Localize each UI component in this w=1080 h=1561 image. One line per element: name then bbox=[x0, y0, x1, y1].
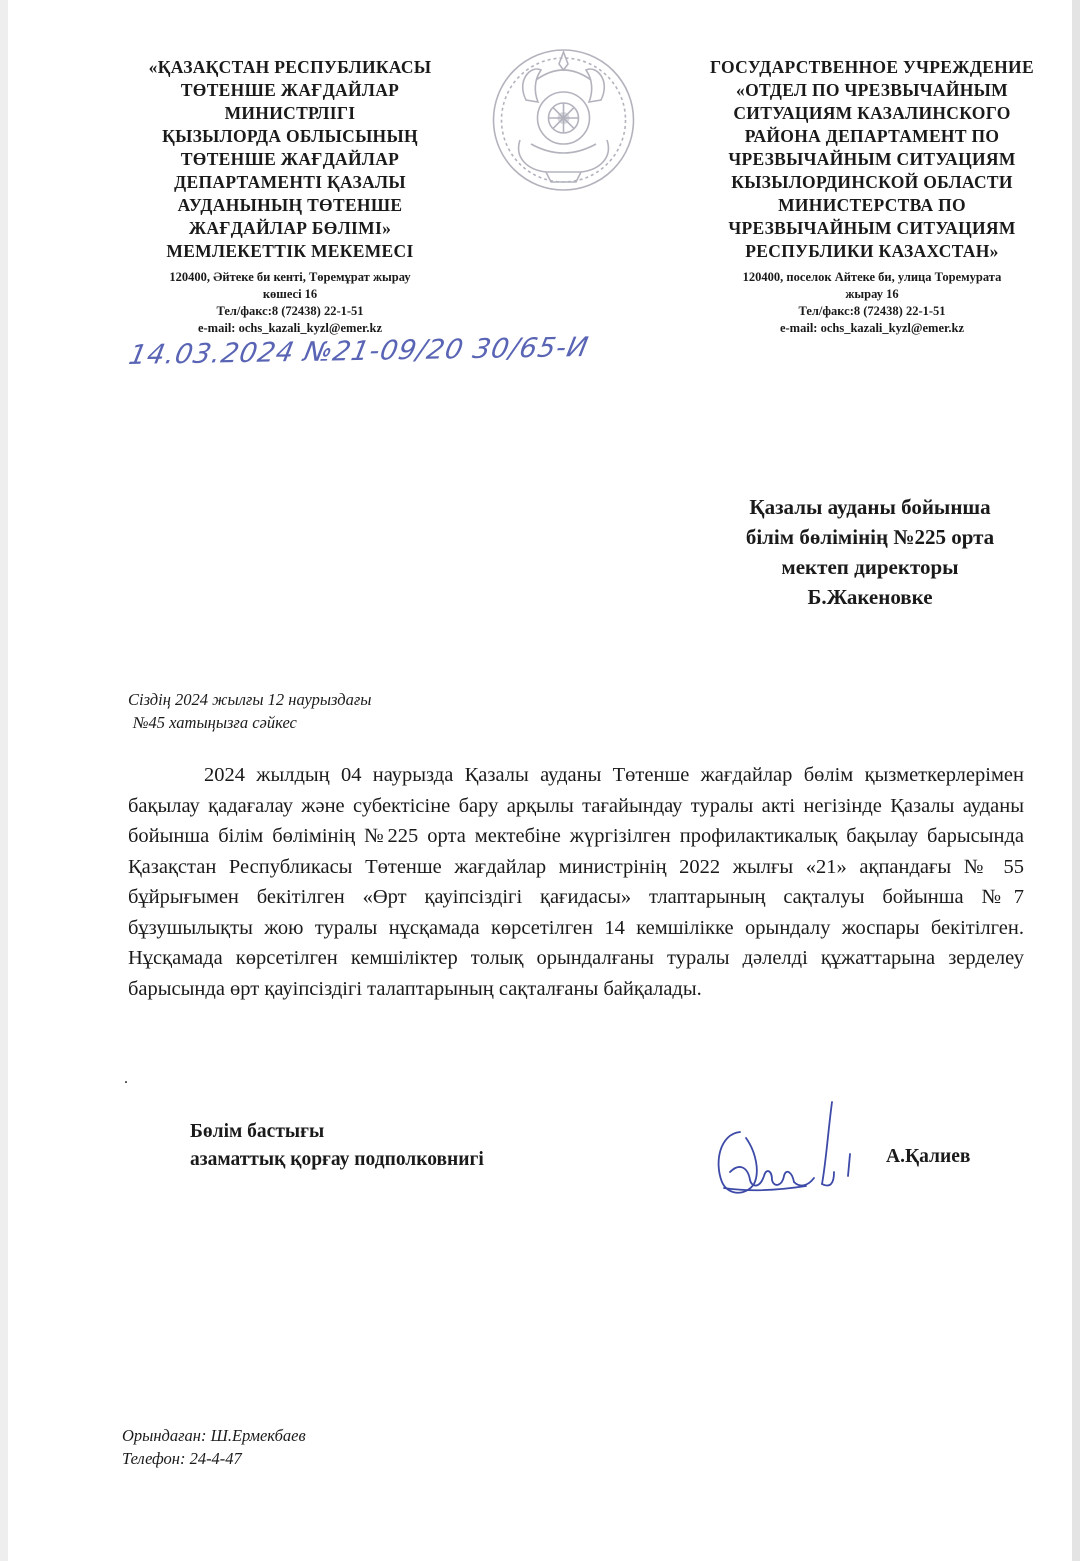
phone: Тел/факс:8 (72438) 22-1-51 bbox=[216, 304, 364, 318]
recipient-line: Қазалы ауданы бойынша bbox=[749, 495, 991, 519]
recipient-block bbox=[680, 492, 1060, 612]
org-line: МИНИСТЕРСТВА ПО bbox=[778, 195, 966, 215]
org-line: ЧРЕЗВЫЧАЙНЫМ СИТУАЦИЯМ bbox=[728, 149, 1016, 169]
org-line: СИТУАЦИЯМ КАЗАЛИНСКОГО bbox=[733, 103, 1011, 123]
signer-title bbox=[190, 1118, 484, 1174]
org-line: ЧРЕЗВЫЧАЙНЫМ СИТУАЦИЯМ bbox=[728, 218, 1016, 238]
executor-block bbox=[122, 1424, 306, 1470]
phone: Тел/факс:8 (72438) 22-1-51 bbox=[798, 304, 946, 318]
executor-phone: Телефон: 24-4-47 bbox=[122, 1449, 242, 1468]
header-left bbox=[130, 56, 450, 337]
org-line: РЕСПУБЛИКИ КАЗАХСТАН» bbox=[745, 241, 999, 261]
signer-name: А.Қалиев bbox=[886, 1146, 971, 1167]
recipient-line: мектеп директоры bbox=[781, 555, 959, 579]
handwritten-signature bbox=[710, 1092, 860, 1204]
address: 120400, Әйтеке би кенті, Төремұрат жырау көшесі 16 bbox=[169, 270, 411, 301]
executor-name: Орындаған: Ш.Ермекбаев bbox=[122, 1426, 306, 1445]
org-line: МЕМЛЕКЕТТІК МЕКЕМЕСІ bbox=[166, 241, 414, 261]
org-line: «ҚАЗАҚСТАН РЕСПУБЛИКАСЫ bbox=[148, 57, 432, 77]
org-line: РАЙОНА ДЕПАРТАМЕНТ ПО bbox=[744, 126, 1000, 146]
address: 120400, поселок Айтеке би, улица Торемурата жырау 16 bbox=[742, 270, 1002, 301]
org-name-russian bbox=[700, 56, 1044, 263]
reference-block bbox=[128, 688, 371, 734]
email: e-mail: ochs_kazali_kyzl@emer.kz bbox=[197, 321, 383, 335]
org-line: «ОТДЕЛ ПО ЧРЕЗВЫЧАЙНЫМ bbox=[736, 80, 1008, 100]
stray-mark: . bbox=[124, 1070, 128, 1087]
reference-line: №45 хатыңызға сәйкес bbox=[133, 713, 297, 732]
org-line: ТӨТЕНШЕ ЖАҒДАЙЛАР bbox=[180, 149, 400, 169]
org-line: ГОСУДАРСТВЕННОЕ УЧРЕЖДЕНИЕ bbox=[710, 57, 1034, 77]
org-line: ЖАҒДАЙЛАР БӨЛІМІ» bbox=[188, 218, 392, 238]
reference-line: Сіздің 2024 жылғы 12 наурыздағы bbox=[128, 690, 372, 709]
registration-number: 14.03.2024 №21-09/20 30/65-И bbox=[126, 332, 592, 371]
letter-body: 2024 жылдың 04 наурызда Қазалы ауданы Төтенше жағдайлар бөлім қызметкерлерімен бақылау қадағалау және субектісіне бару арқылы тағайындау туралы акті негізінде Қазалы ауданы бойынша білім бөлімінің №225 орта мектебіне жүргізілген профилактикалық бақылау барысында Қазақстан Республикасы Төтенше жағдайлар министрінің 2022 жылғы «21» ақпандағы № 55 бұйрығымен бекітілген «Өрт қауіпсіздігі қағидасы» тлаптарының сақталуы бойынша №7 бұзушылықты жою туралы нұсқамада көрсетілген 14 кемшілікке орындалу жоспары бекітілген. Нұсқамада көрсетілген кемшіліктер толық орындалғаны туралы дәлелді құжаттарына зерделеу барысында өрт қауіпсіздігі талаптарының сақталғаны байқалады. bbox=[128, 764, 1024, 1000]
recipient-line: Б.Жакеновке bbox=[807, 585, 933, 609]
org-name-kazakh bbox=[130, 56, 450, 263]
recipient-line: білім бөлімінің №225 орта bbox=[745, 525, 995, 549]
email: e-mail: ochs_kazali_kyzl@emer.kz bbox=[779, 321, 965, 335]
signer-position: Бөлім бастығы bbox=[190, 1121, 325, 1142]
contact-block-russian bbox=[700, 269, 1044, 337]
signer-rank: азаматтық қорғау подполковнигі bbox=[190, 1149, 484, 1170]
org-line: ТӨТЕНШЕ ЖАҒДАЙЛАР bbox=[180, 80, 400, 100]
org-line: МИНИСТРЛІГІ bbox=[224, 103, 356, 123]
contact-block-kazakh bbox=[130, 269, 450, 337]
header-right bbox=[700, 56, 1044, 337]
org-line: АУДАНЫНЫҢ ТӨТЕНШЕ bbox=[177, 195, 403, 215]
kazakhstan-state-emblem-icon bbox=[486, 40, 641, 195]
org-line: ҚЫЗЫЛОРДА ОБЛЫСЫНЫҢ bbox=[162, 126, 418, 146]
org-line: ДЕПАРТАМЕНТІ ҚАЗАЛЫ bbox=[174, 172, 406, 192]
org-line: КЫЗЫЛОРДИНСКОЙ ОБЛАСТИ bbox=[731, 172, 1013, 192]
